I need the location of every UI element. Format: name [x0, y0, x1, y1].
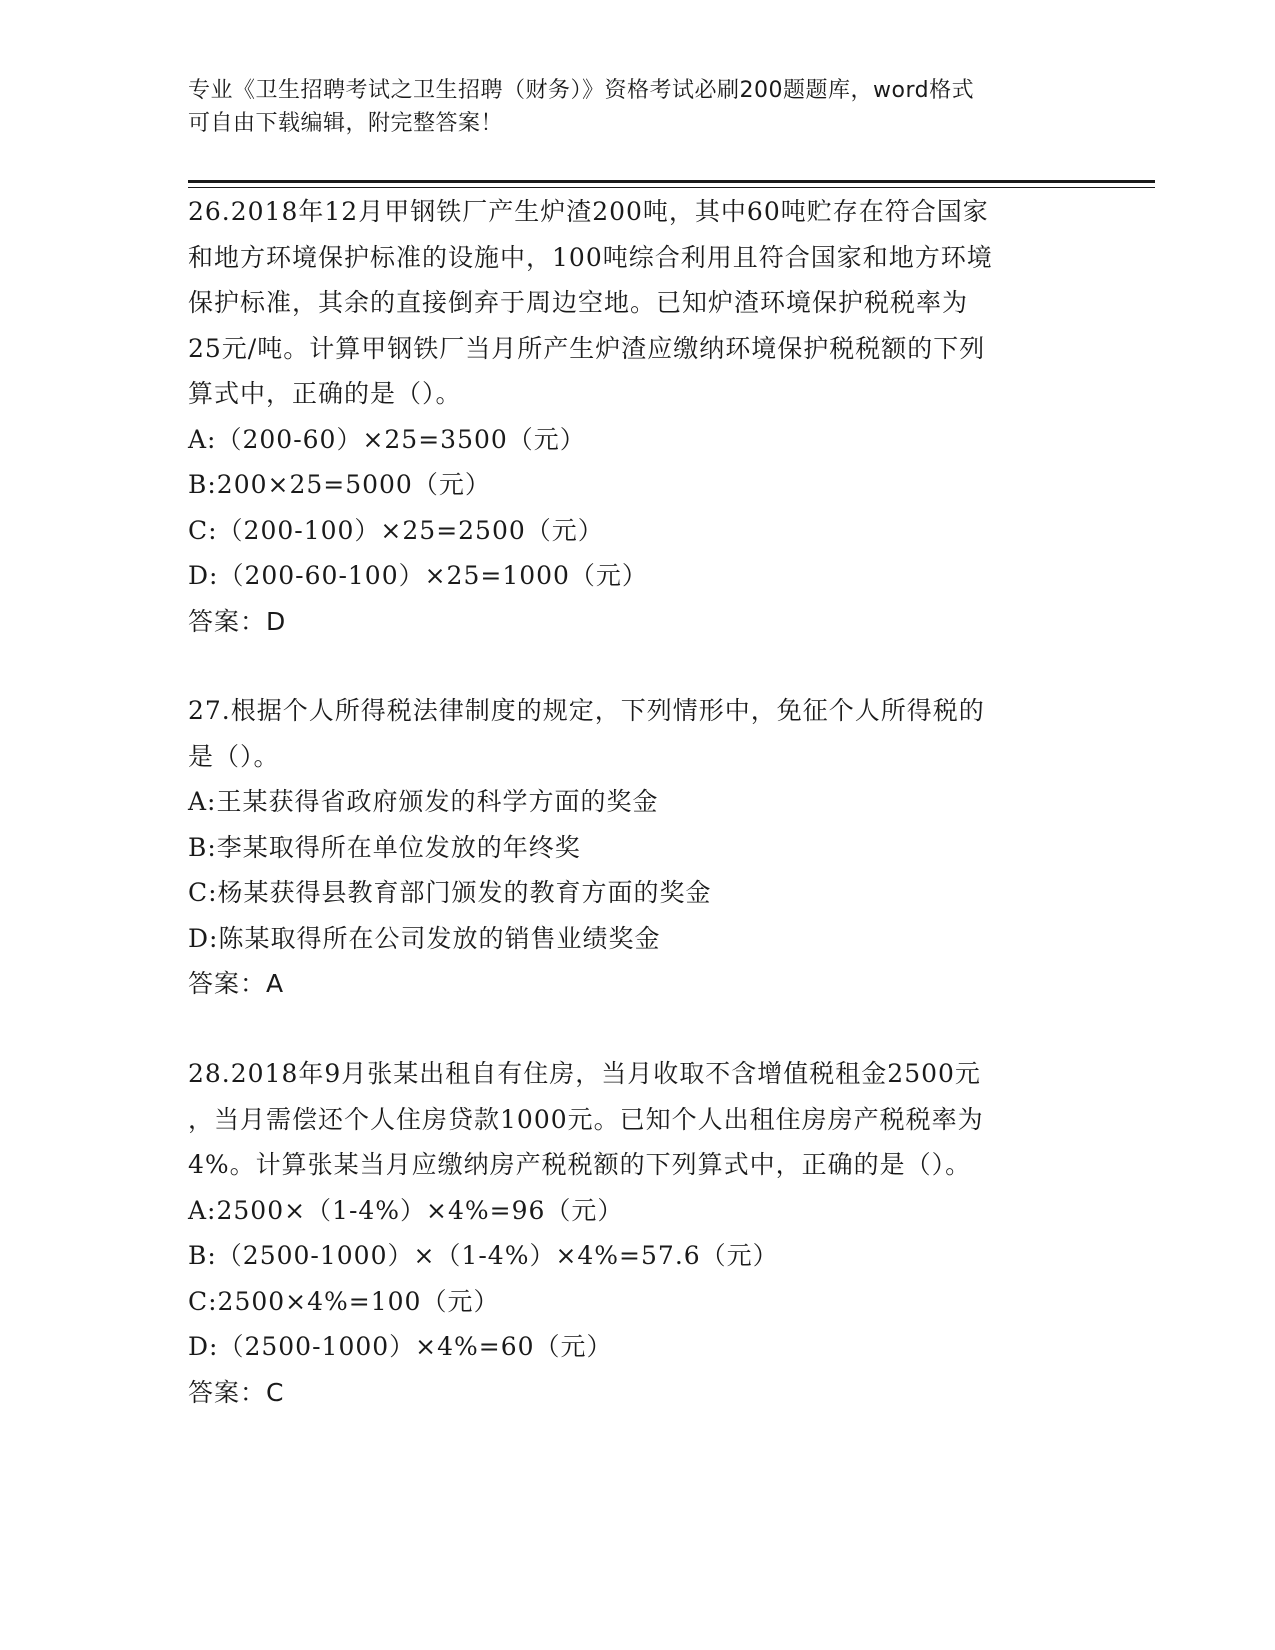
option-d: D:陈某取得所在公司发放的销售业绩奖金 [188, 923, 661, 953]
option-c: C:（200-100）×25=2500（元） [188, 515, 604, 545]
option-a: A:王某获得省政府颁发的科学方面的奖金 [188, 787, 659, 816]
option-a: A:2500×（1-4%）×4%=96（元） [188, 1195, 624, 1225]
question-stem-line: 算式中，正确的是（）。 [188, 379, 462, 408]
answer-line: 答案：D [188, 606, 287, 636]
question-stem-line: 25元/吨。计算甲钢铁厂当月所产生炉渣应缴纳环境保护税税额的下列 [188, 333, 986, 363]
question-stem-line: 28.2018年9月张某出租自有住房，当月收取不含增值税租金2500元 [188, 1059, 981, 1088]
option-b: B:200×25=5000（元） [188, 470, 491, 499]
option-c: C:杨某获得县教育部门颁发的教育方面的奖金 [188, 878, 712, 907]
question-stem-line: 是（）。 [188, 741, 280, 771]
question-27 [188, 688, 1088, 1006]
option-d: D:（2500-1000）×4%=60（元） [188, 1332, 613, 1361]
option-b: B:李某取得所在单位发放的年终奖 [188, 832, 581, 862]
question-stem-line: 保护标准，其余的直接倒弃于周边空地。已知炉渣环境保护税税率为 [188, 288, 969, 317]
question-stem-line: 26.2018年12月甲钢铁厂产生炉渣200吨，其中60吨贮存在符合国家 [188, 197, 989, 226]
header-divider-thick [188, 180, 1155, 183]
question-26 [188, 189, 1088, 644]
option-d: D:（200-60-100）×25=1000（元） [188, 561, 648, 590]
question-stem-line: ，当月需偿还个人住房贷款1000元。已知个人出租住房房产税税率为 [188, 1104, 984, 1134]
header-title-line-2: 可自由下载编辑，附完整答案！ [188, 111, 504, 136]
option-b: B:（2500-1000）×（1-4%）×4%=57.6（元） [188, 1241, 779, 1270]
document-header [188, 74, 1068, 140]
question-stem-line: 4%。计算张某当月应缴纳房产税税额的下列算式中，正确的是（）。 [188, 1150, 972, 1179]
question-28 [188, 1051, 1088, 1415]
answer-line: 答案：A [188, 969, 285, 998]
question-stem-line: 和地方环境保护标准的设施中，100吨综合利用且符合国家和地方环境 [188, 242, 993, 272]
header-title-line-1: 专业《卫生招聘考试之卫生招聘（财务）》资格考试必刷200题题库，word格式 [188, 78, 975, 103]
option-a: A:（200-60）×25=3500（元） [188, 424, 586, 454]
option-c: C:2500×4%=100（元） [188, 1286, 500, 1316]
answer-line: 答案：C [188, 1377, 285, 1407]
header-divider-thin [188, 187, 1155, 188]
question-stem-line: 27.根据个人所得税法律制度的规定，下列情形中，免征个人所得税的 [188, 696, 985, 725]
